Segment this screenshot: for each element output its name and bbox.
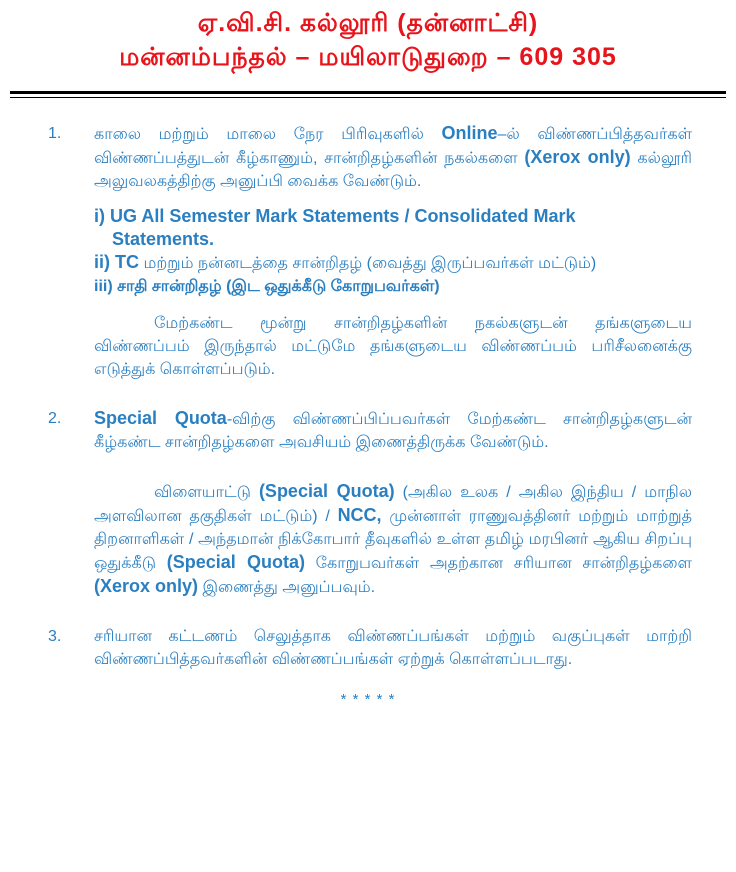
doc-mark-statements: i) UG All Semester Mark Statements / Consolidated Mark [94, 206, 576, 226]
doc-mark-statements-cont: Statements. [112, 229, 215, 249]
xerox-term: (Xerox only) [94, 576, 199, 596]
instructions-list [0, 122, 736, 708]
instruction-item-1 [0, 122, 736, 381]
ncc-term: NCC, [337, 505, 382, 525]
item-number: 1. [48, 125, 62, 142]
online-term: Online [441, 123, 498, 143]
college-name: ஏ.வி.சி. கல்லூரி (தன்னாட்சி) [197, 9, 539, 37]
text-run: மற்றும் நன்னடத்தை சான்றிதழ் (வைத்து இருப்பவர்கள் மட்டும்) [139, 255, 597, 272]
header-rule-thin [10, 97, 726, 98]
text-run: கோறுபவர்கள் அதற்கான சரியான சான்றிதழ்களை [304, 555, 692, 572]
instruction-item-2 [0, 407, 736, 599]
instruction-item-3 [0, 625, 736, 671]
item-number: 3. [48, 628, 62, 645]
doc-tc [94, 251, 692, 275]
item-number: 2. [48, 410, 62, 427]
end-stars: * * * * * [340, 691, 396, 708]
item-paragraph [94, 407, 692, 454]
item-paragraph [94, 480, 692, 599]
xerox-term: (Xerox only) [524, 147, 631, 167]
text-run: (அகில உலக / அகில இந்திய / மாநில அளவிலான தகுதிகள் மட்டும்) / [94, 484, 692, 525]
header-rule-thick [10, 91, 726, 94]
college-address: மன்னம்பந்தல் – மயிலாடுதுறை – 609 305 [119, 43, 617, 71]
tc-label: ii) TC [94, 252, 139, 272]
special-quota-term: (Special Quota) [166, 552, 305, 572]
text-run: கல்லூரி அலுவலகத்திற்கு அனுப்பி வைக்க வேண்டும். [94, 150, 692, 190]
text-run: இணைத்து அனுப்பவும். [198, 579, 376, 596]
text-run: –ல் விண்ணப்பித்தவர்கள் விண்ணப்பத்துடன் கீழ்காணும், சான்றிதழ்களின் நகல்களை [94, 126, 692, 167]
text-run: காலை மற்றும் மாலை நேர பிரிவுகளில் [94, 126, 442, 143]
special-quota-term: Special Quota [94, 408, 227, 428]
document-header [0, 0, 736, 74]
text-run: -விற்கு விண்ணப்பிப்பவர்கள் மேற்கண்ட சான்றிதழ்களுடன் கீழ்கண்ட சான்றிதழ்களை அவசியம் இணைத்திருக்க வேண்டும். [94, 411, 692, 451]
text-run: முன்னாள் ராணுவத்தினர் மற்றும் மாற்றுத் திறனாளிகள் / அந்தமான் நிக்கோபார் தீவுகளில் உள்ள தமிழ் மரபினர் ஆகிய சிறப்பு ஒதுக்கீடு [94, 508, 692, 572]
required-documents [94, 205, 692, 298]
text-run: விளையாட்டு [154, 484, 259, 501]
special-quota-term: (Special Quota) [258, 481, 395, 501]
item-paragraph [94, 122, 692, 193]
item-paragraph: மேற்கண்ட மூன்று சான்றிதழ்களின் நகல்களுடன் தங்களுடைய விண்ணப்பம் இருந்தால் மட்டுமே தங்களுடைய விண்ணப்பம் பரிசீலனைக்கு எடுத்துக் கொள்ளப்படும். [94, 315, 692, 378]
item-paragraph: சரியான கட்டணம் செலுத்தாக விண்ணப்பங்கள் மற்றும் வகுப்புகள் மாற்றி விண்ணப்பித்தவர்களின் விண்ணப்பங்கள் ஏற்றுக் கொள்ளப்படாது. [94, 628, 692, 668]
doc-community-certificate: iii) சாதி சான்றிதழ் (இட ஒதுக்கீடு கோறுபவர்கள்) [94, 278, 440, 295]
